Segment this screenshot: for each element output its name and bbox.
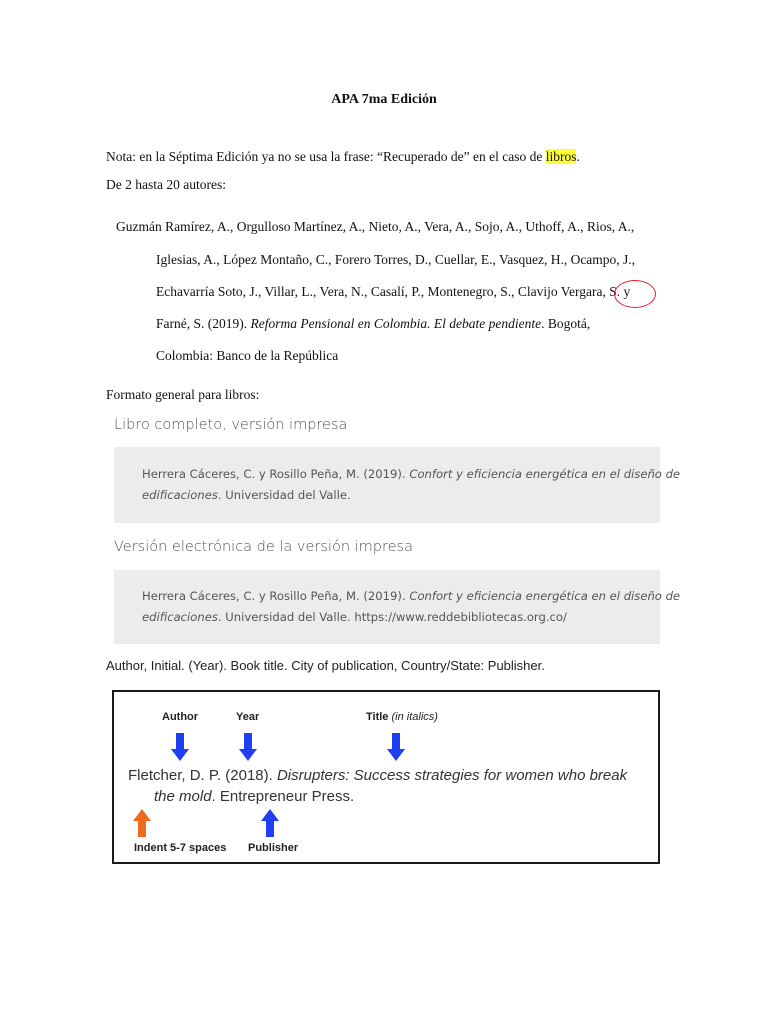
authors-range-text: De 2 hasta 20 autores: [106, 177, 226, 192]
example-title-end: the mold [154, 788, 212, 805]
reference-line-4 [156, 316, 590, 332]
print-section-heading: Libro completo, versión impresa [114, 417, 348, 433]
label-publisher: Publisher [248, 842, 299, 854]
electronic-example-text [142, 586, 680, 628]
label-title [366, 711, 438, 723]
electronic-section-heading: Versión electrónica de la versión impresa [114, 539, 413, 555]
reference-city: . Bogotá, [541, 316, 591, 331]
electronic-example-box [114, 570, 681, 644]
reference-year: Farné, S. (2019). [156, 316, 251, 331]
electronic-title: Confort y eficiencia energética en el diseño de [409, 589, 681, 603]
reference-line-1: Guzmán Ramírez, A., Orgulloso Martínez, A., Nieto, A., Vera, A., Sojo, A., Uthoff, A., Rios, A., [116, 219, 635, 234]
general-format-label: Formato general para libros: [106, 387, 260, 402]
arrow-up-publisher-icon [260, 808, 280, 838]
reference-line-2: Iglesias, A., López Montaño, C., Forero Torres, D., Cuellar, E., Vasquez, H., Ocampo, J., [156, 252, 636, 267]
example-citation [128, 765, 627, 807]
example-diagram [112, 690, 660, 864]
note-text: Nota: en la Séptima Edición ya no se usa la frase: “Recuperado de” en el caso de [106, 149, 546, 164]
reference-book-title: Reforma Pensional en Colombia. El debate pendiente [250, 316, 542, 331]
example-author-year: Fletcher, D. P. (2018). [128, 767, 277, 784]
note-paragraph [106, 149, 580, 165]
electronic-authors: Herrera Cáceres, C. y Rosillo Peña, M. (2019). [142, 589, 410, 603]
print-example-text [142, 464, 680, 506]
print-publisher: . Universidad del Valle. [217, 488, 351, 502]
note-end: . [576, 149, 580, 164]
label-year: Year [236, 711, 260, 723]
arrow-down-title-icon [386, 732, 406, 762]
reference-line-5: Colombia: Banco de la República [156, 348, 339, 363]
print-example-box [114, 447, 681, 523]
label-title-note: (in italics) [391, 711, 438, 723]
label-author: Author [162, 711, 199, 723]
arrow-down-author-icon [170, 732, 190, 762]
print-authors: Herrera Cáceres, C. y Rosillo Peña, M. (2019). [142, 467, 410, 481]
electronic-title-end: edificaciones [142, 610, 218, 624]
arrow-up-indent-icon [132, 808, 152, 838]
reference-line-3: Echavarría Soto, J., Villar, L., Vera, N., Casalí, P., Montenegro, S., Clavijo Vergara, S. y [156, 284, 631, 299]
print-title-end: edificaciones [142, 488, 218, 502]
arrow-down-year-icon [238, 732, 258, 762]
red-circle-annotation [614, 280, 656, 308]
print-title: Confort y eficiencia energética en el diseño de [409, 467, 681, 481]
example-title: Disrupters: Success strategies for women who break [276, 767, 628, 784]
page-title: APA 7ma Edición [331, 92, 437, 107]
highlighted-word: libros [545, 149, 577, 164]
example-publisher: . Entrepreneur Press. [211, 788, 355, 805]
label-indent: Indent 5-7 spaces [134, 842, 227, 854]
electronic-publisher-url: . Universidad del Valle. https://www.reddebibliotecas.org.co/ [217, 610, 567, 624]
author-format-line: Author, Initial. (Year). Book title. City of publication, Country/State: Publisher. [106, 658, 545, 673]
label-title-text: Title [366, 711, 389, 723]
